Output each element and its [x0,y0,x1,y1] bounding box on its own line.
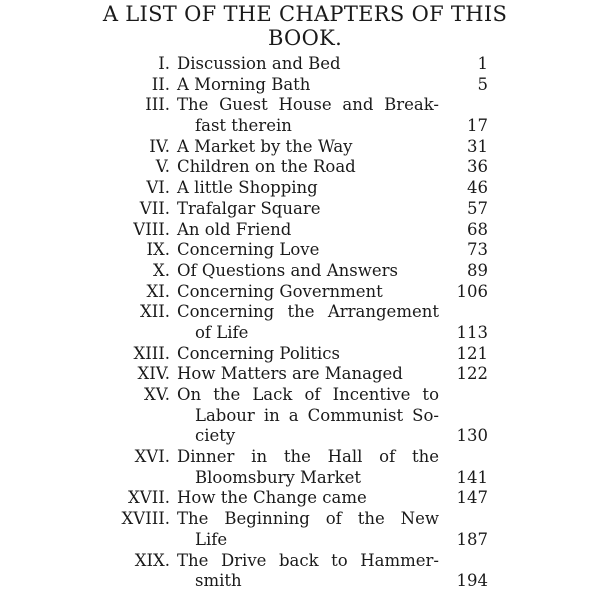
chapter-line [0,240,600,261]
chapter-number: V. [155,157,170,177]
page-number: 73 [467,240,488,260]
chapter-title: ciety [195,426,236,446]
page-number: 121 [456,343,488,363]
chapter-number: XI. [146,281,170,301]
chapter-number: VII. [139,198,170,218]
chapter-title: Labour in a Communist So- [195,405,439,425]
chapter-entry [0,447,600,488]
chapter-number: XIII. [133,343,170,363]
chapter-entry [0,364,600,385]
chapter-title: smith [195,571,242,591]
chapter-line [0,137,600,158]
chapter-entry [0,95,600,136]
chapter-entry [0,344,600,365]
chapter-number: IV. [149,136,170,156]
page-number: 57 [467,198,488,218]
chapter-title: Dinner in the Hall of the [177,447,439,467]
chapter-title: How Matters are Managed [177,364,403,384]
chapter-title: Concerning Politics [177,343,340,363]
chapter-title: The Drive back to Hammer- [177,550,439,570]
chapter-line [0,199,600,220]
page-number: 113 [456,322,488,342]
contents-heading-line-2: BOOK. [267,26,343,50]
chapter-line [0,447,600,468]
chapter-entry [0,551,600,592]
chapter-number: XV. [143,385,170,404]
page-number: 106 [456,281,488,301]
chapter-number: XVII. [128,488,170,508]
chapter-entry [0,54,600,75]
page-number: 36 [467,157,488,177]
chapter-number: XVI. [134,447,170,467]
page-number: 31 [467,136,488,156]
chapter-line [0,220,600,241]
chapter-title: A Market by the Way [177,136,353,156]
chapter-number: III. [145,95,170,115]
chapter-entry [0,282,600,303]
chapter-title: How the Change came [177,488,367,508]
contents-heading [60,2,550,50]
chapter-title: Concerning Love [177,240,320,260]
chapter-title: fast therein [195,116,292,136]
chapter-entry [0,261,600,282]
chapter-line [0,551,600,572]
page-number: 147 [456,488,488,508]
chapter-entry [0,157,600,178]
chapter-line [0,426,600,447]
chapter-line [0,116,600,137]
chapter-entry [0,137,600,158]
chapter-line [0,261,600,282]
chapter-number: II. [151,74,170,94]
chapter-number: X. [153,260,170,280]
page-number: 5 [477,74,488,94]
chapter-entry [0,509,600,550]
chapter-title: Concerning Government [177,281,383,301]
chapter-entry [0,488,600,509]
chapter-title: Bloomsbury Market [195,467,362,487]
chapter-line [0,95,600,116]
chapter-entry [0,385,600,447]
chapter-number: XII. [139,302,170,322]
chapter-line [0,385,600,406]
chapter-line [0,406,600,427]
chapter-title: Of Questions and Answers [177,260,398,280]
chapter-list [0,54,600,592]
chapter-title: An old Friend [177,219,292,239]
page-number: 1 [477,54,488,73]
chapter-entry [0,302,600,343]
chapter-number: IX. [146,240,170,260]
chapter-line [0,157,600,178]
chapter-title: of Life [195,322,249,342]
chapter-number: I. [158,54,170,73]
chapter-number: XIV. [137,364,170,384]
chapter-line [0,364,600,385]
chapter-line [0,344,600,365]
chapter-line [0,509,600,530]
chapter-line [0,54,600,75]
chapter-entry [0,220,600,241]
chapter-line [0,468,600,489]
chapter-title: Life [195,529,228,549]
chapter-number: XIX. [134,550,170,570]
page-number: 17 [467,116,488,136]
page-number: 130 [456,426,488,446]
chapter-line [0,75,600,96]
chapter-title: Children on the Road [177,157,356,177]
page-number: 187 [456,529,488,549]
page-number: 141 [456,467,488,487]
chapter-title: The Guest House and Break- [177,95,439,115]
chapter-title: Concerning the Arrangement [177,302,439,322]
page-number: 122 [456,364,488,384]
chapter-number: XVIII. [121,509,170,529]
chapter-line [0,571,600,592]
chapter-line [0,282,600,303]
chapter-number: VIII. [133,219,170,239]
chapter-entry [0,178,600,199]
chapter-title: The Beginning of the New [177,509,439,529]
chapter-line [0,302,600,323]
contents-heading-line-1: A LIST OF THE CHAPTERS OF THIS [102,2,508,26]
chapter-title: On the Lack of Incentive to [177,385,439,404]
page-number: 68 [467,219,488,239]
chapter-line [0,323,600,344]
chapter-title: A Morning Bath [177,74,311,94]
chapter-entry [0,199,600,220]
chapter-line [0,530,600,551]
chapter-title: A little Shopping [177,178,318,198]
chapter-entry [0,75,600,96]
page-number: 194 [456,571,488,591]
page-number: 89 [467,260,488,280]
chapter-title: Trafalgar Square [177,198,321,218]
chapter-line [0,488,600,509]
chapter-number: VI. [146,178,170,198]
chapter-entry [0,240,600,261]
chapter-title: Discussion and Bed [177,54,341,73]
page-number: 46 [467,178,488,198]
chapter-line [0,178,600,199]
